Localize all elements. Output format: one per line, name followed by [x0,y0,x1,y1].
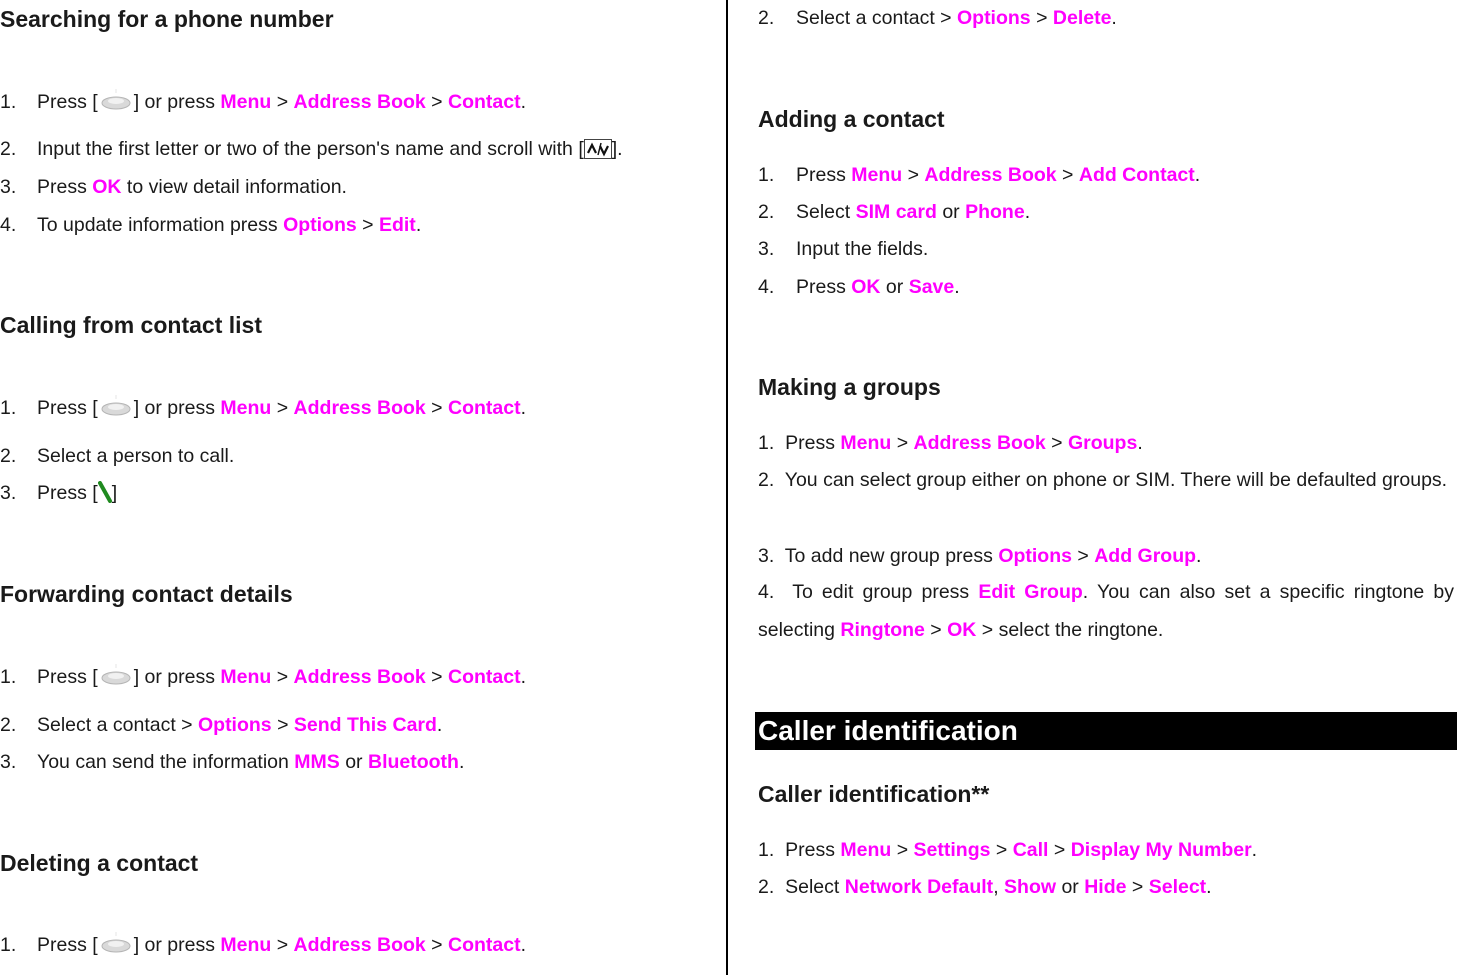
section-title-adding: Adding a contact [758,106,945,132]
banner-title: Caller identification [758,715,1018,746]
list-item: 3. Press OK to view detail information. [0,176,347,198]
list-item: 4. To update information press Options > Edit. [0,214,422,236]
list-item: 1. Press Menu > Settings > Call > Display My Number. [758,839,1258,861]
green-call-key-icon [98,481,112,503]
phonebook-key-icon [98,664,134,688]
list-item: 3. Press [ ] [0,482,118,504]
list-item: 1. Press [ ] or press Menu > Address Book > Contact. [0,397,526,419]
section-title-searching: Searching for a phone number [0,6,334,32]
left-column [0,0,700,975]
section-title-deleting: Deleting a contact [0,850,199,876]
section-title-groups: Making a groups [758,374,941,400]
up-down-scroll-icon [584,139,612,159]
list-item: 1. Press [ ] or press Menu > Address Book > Contact. [0,666,526,688]
section-title-forwarding: Forwarding contact details [0,581,293,607]
section-title-calling: Calling from contact list [0,312,262,338]
list-item: 2. Select a contact > Options > Delete. [758,7,1117,29]
list-item: 2. Select a person to call. [0,445,235,467]
phonebook-key-icon [98,395,134,419]
list-item: 3. To add new group press Options > Add Group. [758,545,1202,567]
list-item: 4. Press OK or Save. [758,276,960,298]
list-item: 1. Press Menu > Address Book > Groups. [758,432,1143,454]
section-title-caller-id: Caller identification** [758,781,990,807]
list-item: 3. Input the fields. [758,238,929,260]
list-item: 2. Select SIM card or Phone. [758,201,1031,223]
list-item: 2. You can select group either on phone or SIM. There will be defaulted groups. [758,469,1448,491]
list-item: 3. You can send the information MMS or Bluetooth. [0,751,465,773]
list-item: 2. Input the first letter or two of the person's name and scroll with [ ]. [0,138,623,160]
column-divider [726,0,728,975]
list-item: 1. Press [ ] or press Menu > Address Book > Contact. [0,91,526,113]
list-item: 1. Press [ ] or press Menu > Address Book > Contact. [0,934,526,956]
right-column [758,0,1454,975]
list-item: 2. Select Network Default, Show or Hide > Select. [758,876,1212,898]
caller-identification-banner [755,712,1457,750]
list-item: 2. Select a contact > Options > Send This Card. [0,714,443,736]
phonebook-key-icon [98,89,134,113]
list-item: 4. To edit group press Edit Group. You can also set a specific ringtone by selecting Ringtone > OK > select the ringtone. [758,581,1454,641]
phonebook-key-icon [98,932,134,956]
list-item: 1. Press Menu > Address Book > Add Contact. [758,164,1201,186]
